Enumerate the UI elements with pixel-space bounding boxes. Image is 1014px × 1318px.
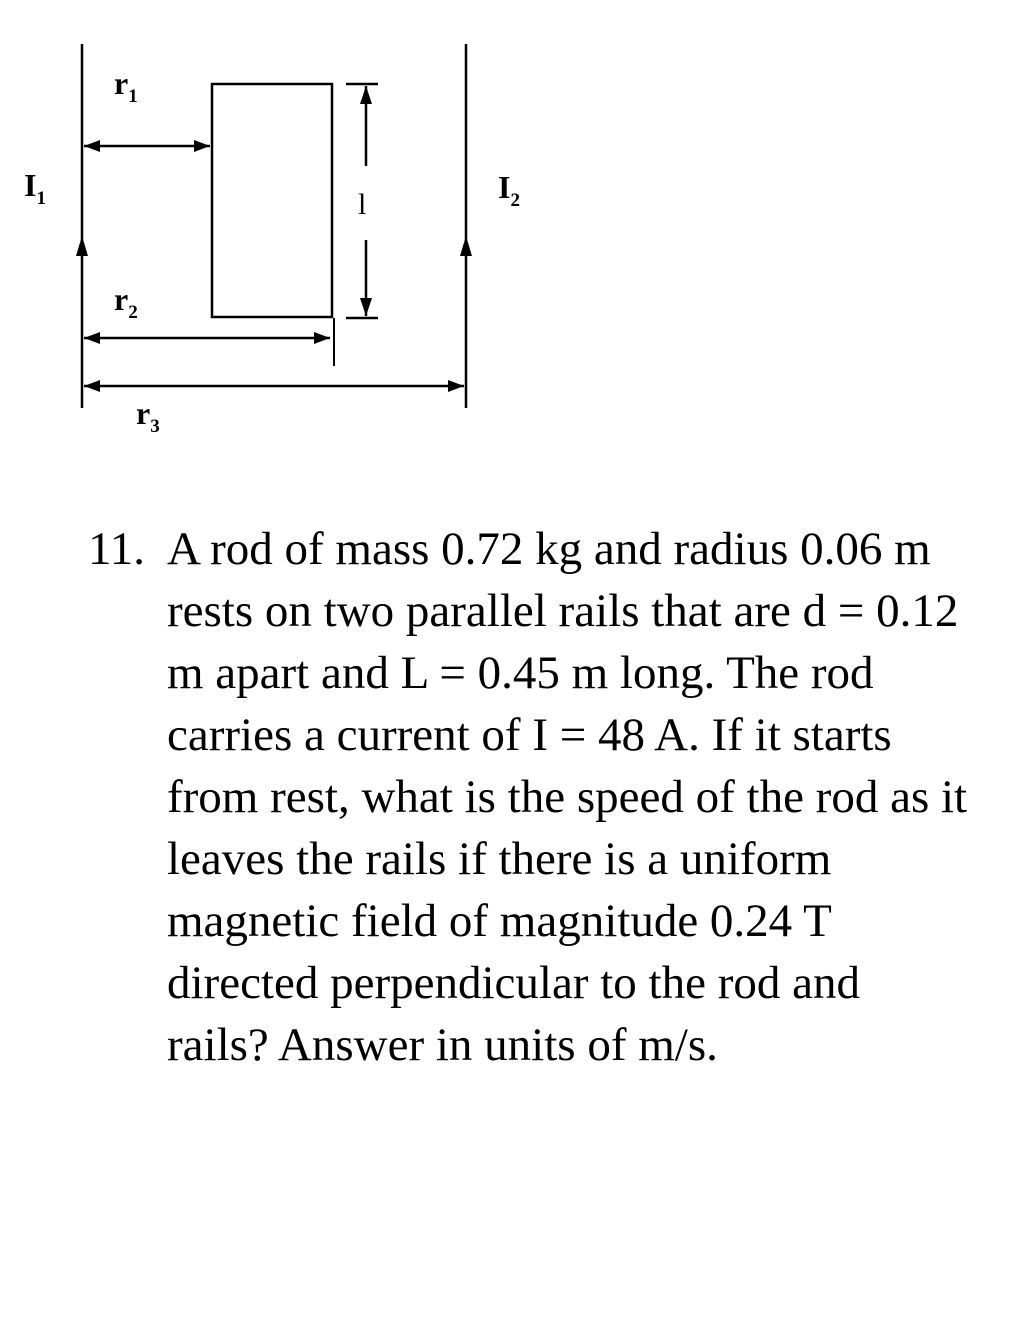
length-label: l [358, 188, 367, 221]
wire-2 [460, 44, 472, 408]
r1-label: $r_1$ [114, 65, 138, 107]
current-arrow-2 [460, 236, 472, 256]
question-item [88, 518, 968, 1076]
question-text: A rod of mass 0.72 kg and radius 0.06 m rests on two parallel rails that are d = 0.12 m apart and L = 0.45 m long. The rod carries a current of I = 48 A. If it starts from rest, what is the speed of the rod as it leaves the rails if there is a uniform magnetic field of magnitude 0.24 T directed perpendicular to the rod and rails? Answer in units of m/s. [167, 523, 968, 1071]
r2-label: $r_2$ [114, 281, 138, 323]
r2-dimension [84, 318, 334, 366]
wire-loop-diagram [0, 0, 560, 450]
i2-label: $I_2$ [498, 169, 520, 211]
r1-dimension [84, 140, 210, 152]
wire-1 [76, 44, 88, 408]
rectangular-loop [212, 84, 332, 317]
r3-dimension [84, 380, 464, 392]
r3-label: $r_3$ [136, 395, 160, 437]
i1-label: $I_1$ [24, 167, 46, 209]
current-arrow-1 [76, 236, 88, 256]
question-list [88, 518, 968, 1076]
question-number: 11. [88, 523, 146, 575]
